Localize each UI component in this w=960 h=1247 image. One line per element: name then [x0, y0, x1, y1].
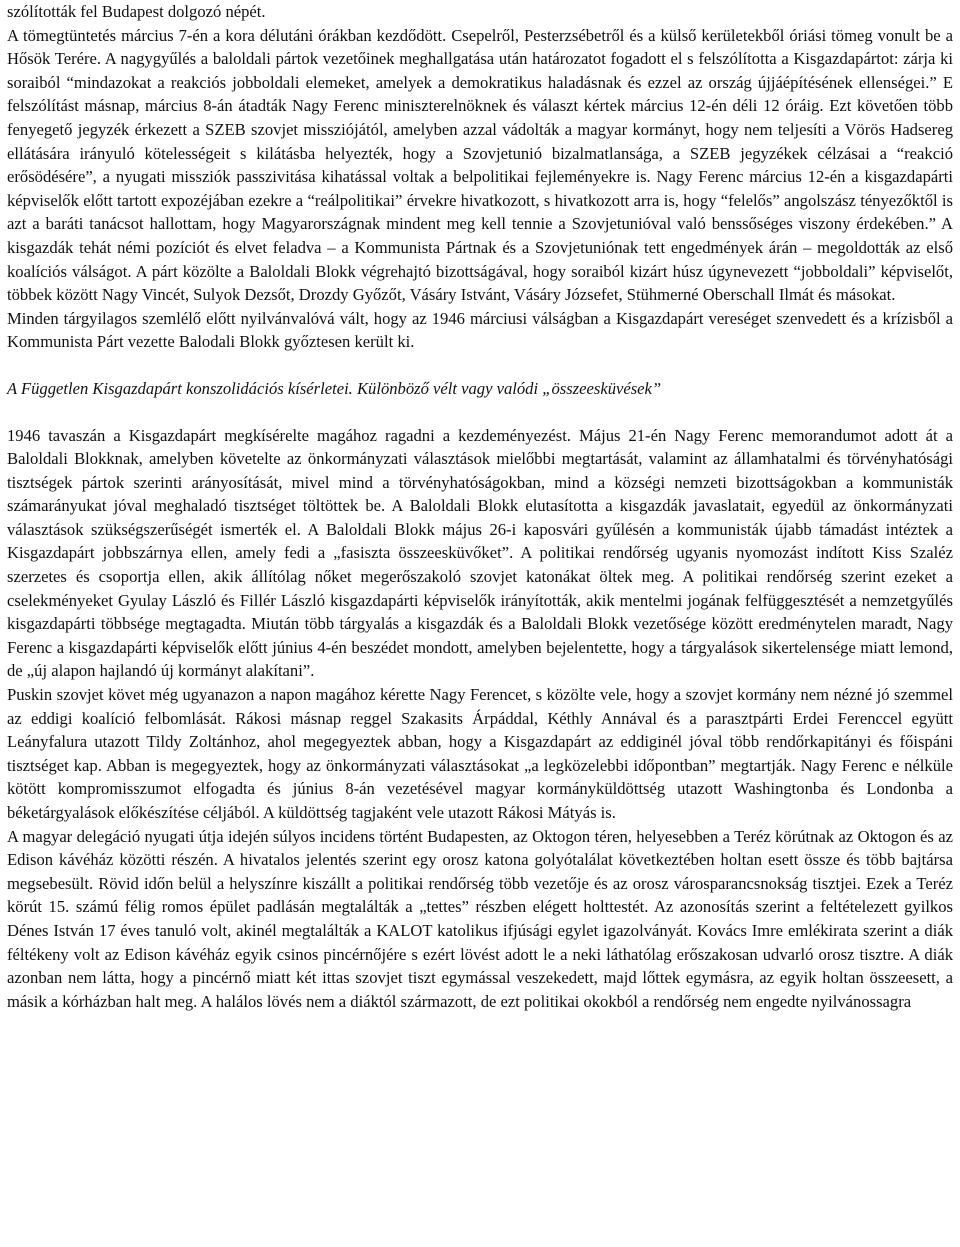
paragraph-5: A magyar delegáció nyugati útja idején súlyos incidens történt Budapesten, az Oktogon téren, helyesebben a Teréz körútnak az Oktogon és az Edison kávéház közötti részén. A hivatalos jelentés szerint egy orosz katona golyótalálat következtében holtan esett össze és több bajtársa megsebesült. Rövid időn belül a helyszínre kiszállt a politikai rendőrség több vezetője és az orosz városparancsnokság tisztjei. Ezek a Teréz körút 15. számú félig romos épület padlásán megtalálták a „tettes” részben elégett holttestét. Az azonosítás szerint a feltételezett gyilkos Dénes István 17 éves tanuló volt, akinél megtalálták a KALOT katolikus ifjúsági egylet igazolványát. Kovács Imre emlékirata szerint a diák féltékeny volt az Edison kávéház egyik csinos pincérnőjére s ezért lövést adott le a neki láthatólag erőszakosan udvarló orosz tisztre. A diák azonban nem látta, hogy a pincérnő miatt két ittas szovjet tiszt egymással veszekedett, majd lőttek egymásra, az egyik holtan összeesett, a másik a kórházban halt meg. A halálos lövés nem a diáktól származott, de ezt politikai okokból a rendőrség nem engedte nyilvánossagra [7, 826, 953, 1011]
section-heading: A Független Kisgazdapárt konszolidációs kísérletei. Különböző vélt vagy valódi „összeesküvések” [7, 378, 662, 398]
document-page [7, 0, 953, 1013]
paragraph-4: Puskin szovjet követ még ugyanazon a napon magához kérette Nagy Ferencet, s közölte vele, hogy a szovjet kormány nem nézné jó szemmel az eddigi koalíció felbomlását. Rákosi másnap reggel Szakasits Árpáddal, Kéthly Annával és a parasztpárti Erdei Ferenccel együtt Leányfalura utazott Tildy Zoltánhoz, ahol megegyeztek abban, hogy a Kisgazdapárt az eddiginél jóval több rendőrkapitányi és főispáni tisztséget kap. Abban is megegyeztek, hogy az önkormányzati választásokat „a legközelebbi időpontban” megtartják. Nagy Ferenc e nélküle kötött kompromisszumot elfogadta és június 8-án vezetésével magyar kormányküldöttség utazott Washingtonba és Londonba a béketárgyalások előkészítése céljából. A küldöttség tagjaként vele utazott Rákosi Mátyás is. [7, 685, 953, 822]
paragraph-3: 1946 tavaszán a Kisgazdapárt megkísérelte magához ragadni a kezdeményezést. Május 21-én Nagy Ferenc memorandumot adott át a Baloldali Blokknak, amelyben követelte az önkormányzati választások mielőbbi megtartását, valamint az államhatalmi és törvényhatósági tisztségek pártok szerinti arányosítását, mivel mind a törvényhatóságokban, mind a községi nemzeti bizottságokban a kommunisták számarányukat jóval meghaladó tisztséget töltöttek be. A Baloldali Blokk elutasította a kisgazdák javaslatait, egyedül az önkormányzati választások szükségszerűségét ismerték el. A Baloldali Blokk május 26-i kaposvári gyűlésén a kommunisták újabb támadást intéztek a Kisgazdapárt jobbszárnya ellen, amely fedi a „fasiszta összeesküvőket”. A politikai rendőrség ugyanis nyomozást indított Kiss Szaléz szerzetes és csoportja ellen, akik állítólag nőket megerőszakoló szovjet katonákat öltek meg. A politikai rendőrség szerint ezeket a cselekményeket Gyulay László és Fillér László kisgazdapárti képviselők irányították, akik mentelmi jogának felfüggesztését a nemzetgyűlés kisgazdapárti többsége megtagadta. Miután több tárgyalás a kisgazdák és a Baloldali Blokk vezetősége között eredménytelen maradt, Nagy Ferenc a kisgazdapárti képviselők előtt június 4-én beszédet mondott, amelyben bejelentette, hogy a tárgyalások sikertelensége miatt lemond, de „új alapon hajlandó új kormányt alakítani”. [7, 425, 953, 681]
paragraph-0: szólították fel Budapest dolgozó népét. [7, 2, 266, 21]
paragraph-1: A tömegtüntetés március 7-én a kora délutáni órákban kezdődött. Csepelről, Pesterzsébetről és a külső kerületekből óriási tömeg vonult be a Hősök Terére. A nagygyűlés a baloldali pártok vezetőinek meghallgatása után határozatot fogadott el s felszólította a Kisgazdapártot: zárja ki soraiból “mindazokat a reakciós jobboldali elemeket, amelyek a demokratikus haladásnak és ezzel az ország újjáépítésének ellenségei.” E felszólítást másnap, március 8-án átadták Nagy Ferenc miniszterelnöknek és választ kértek március 12-én déli 12 óráig. Ezt követően több fenyegető jegyzék érkezett a SZEB szovjet missziójától, amelyben azzal vádolták a magyar kormányt, hogy nem teljesíti a Vörös Hadsereg ellátására irányuló kötelességeit s kilátásba helyezték, hogy a Szovjetunió bizalmatlansága, a SZEB jegyzékek célzásai a “reakció erősödésére”, a nyugati missziók passzivitása kihatással voltak a belpolitikai fejleményekre is. Nagy Ferenc március 12-én a kisgazdapárti képviselők előtt tartott expozéjában ezekre a “reálpolitikai” érvekre hivatkozott, s hivatkozott arra is, hogy “felelős” angolszász tényezőktől is azt a baráti tanácsot hallottam, hogy Magyarországnak mindent meg kell tennie a Szovjetunióval való benssőséges viszony érdekében.” A kisgazdák tehát némi pozíciót és elvet feladva – a Kommunista Pártnak és a Szovjetuniónak tett engedmények árán – megoldották az első koalíciós válságot. A párt közölte a Baloldali Blokk végrehajtó bizottságával, hogy soraiból kizárt húsz úgynevezett “jobboldali” képviselőt, többek között Nagy Vincét, Sulyok Dezsőt, Drozdy Győzőt, Vásáry Istvánt, Vásáry Józsefet, Stühmerné Oberschall Ilmát és másokat. [7, 25, 953, 305]
paragraph-2: Minden tárgyilagos szemlélő előtt nyilvánvalóvá vált, hogy az 1946 márciusi válságban a Kisgazdapárt vereséget szenvedett és a krízisből a Kommunista Párt vezette Balodali Blokk győztesen került ki. [7, 308, 953, 352]
